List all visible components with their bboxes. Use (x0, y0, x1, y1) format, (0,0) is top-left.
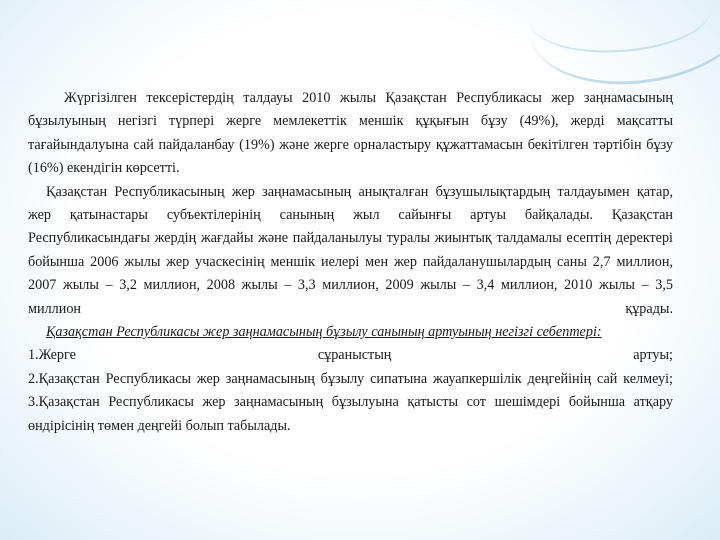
list-item-responsibility: 2.Қазақстан Республикасы жер заңнамасының бұзылу сипатына жауапкершілік деңгейінің сай келмеуі; (28, 370, 673, 387)
reasons-heading: Қазақстан Республикасы жер заңнамасының бұзылу санының артуының негізгі себептері: (46, 324, 602, 341)
paragraph-subjects-growth: Қазақстан Республикасының жер заңнамасының анықталған бұзушылықтардың талдауымен қатар, жер қатынастары субъектілерінің санының жыл сайынғы артуы байқалады. Қазақстан Республикасындағы жердің жағдайы және пайдаланылуы туралы жиынтық талдамалы есептің деректері бойынша 2006 жылы жер учаскесінің меншік иелері мен жер пайдаланушылардың саны 2,7 миллион, 2007 жылы – 3,2 миллион, 2008 жылы – 3,3 миллион, 2009 жылы – 3,4 миллион, 2010 жылы – 3,5 миллион құрады. (28, 183, 673, 317)
paragraph-violations-analysis: Жүргізілген тексерістердің талдауы 2010 жылы Қазақстан Республикасы жер заңнамасының бұзылуының негізгі түрпері жерге мемлекеттік меншік құқығын бұзу (49%), жерді мақсатты тағайындалуына сай пайдаланбау (19%) және жерге орналастыру құжаттамасын бекітілген тәртібін бұзу (16%) екендігін көрсетті. (28, 90, 673, 177)
list-item-demand: 1.Жерге сұраныстың артуы; (28, 347, 673, 364)
list-item-enforcement: 3.Қазақстан Республикасы жер заңнамасының бұзылуына қатысты сот шешімдері бойынша атқару өндірісінің төмен деңгейі болып табылады. (28, 394, 673, 434)
slide-text-body (28, 87, 673, 438)
